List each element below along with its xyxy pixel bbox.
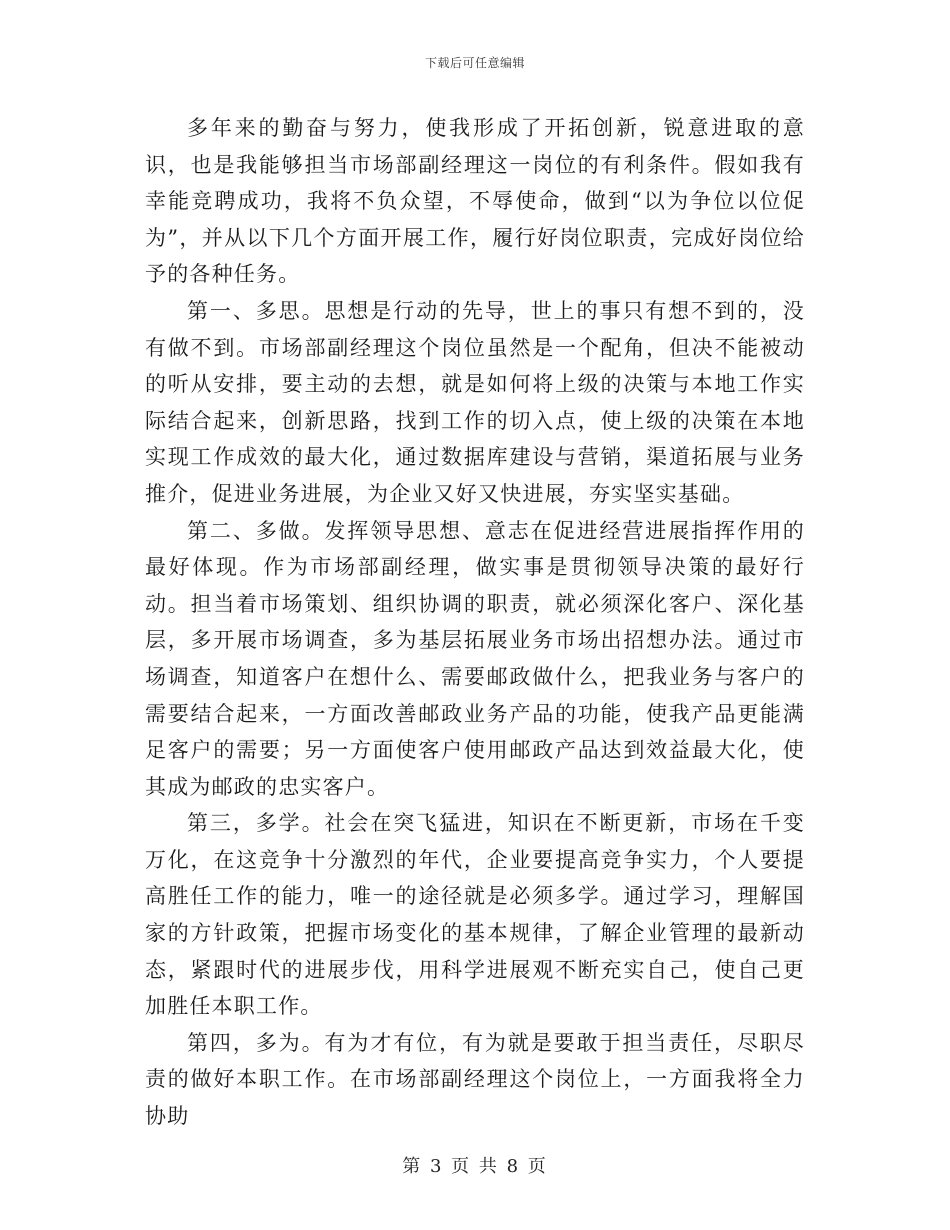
page-footer: 第 3 页 共 8 页 — [402, 1156, 548, 1177]
paragraph-5: 第四，多为。有为才有位，有为就是要敢于担当责任，尽职尽责的做好本职工作。在市场部副经理这个岗位上，一方面我将全力协助 — [145, 1030, 805, 1129]
paragraph-2: 第一、多思。思想是行动的先导，世上的事只有想不到的，没有做不到。市场部副经理这个岗位虽然是一个配角，但决不能被动的听从安排，要主动的去想，就是如何将上级的决策与本地工作实际结合起来，创新思路，找到工作的切入点，使上级的决策在本地实现工作成效的最大化，通过数据库建设与营销，渠道拓展与业务推介，促进业务进展，为企业又好又快进展，夯实坚实基础。 — [145, 298, 805, 506]
paragraph-1: 多年来的勤奋与努力，使我形成了开拓创新，锐意进取的意识，也是我能够担当市场部副经理这一岗位的有利条件。假如我有幸能竞聘成功，我将不负众望，不辱使命，做到“以为争位以位促为”，并从以下几个方面开展工作，履行好岗位职责，完成好岗位给予的各种任务。 — [145, 116, 805, 287]
paragraph-4: 第三，多学。社会在突飞猛进，知识在不断更新，市场在千变万化，在这竞争十分激烈的年代，企业要提高竞争实力，个人要提高胜任工作的能力，唯一的途径就是必须多学。通过学习，理解国家的方针政策，把握市场变化的基本规律，了解企业管理的最新动态，紧跟时代的进展步伐，用科学进展观不断充实自己，使自己更加胜任本职工作。 — [145, 811, 805, 1019]
paragraph-3: 第二、多做。发挥领导思想、意志在促进经营进展指挥作用的最好体现。作为市场部副经理，做实事是贯彻领导决策的最好行动。担当着市场策划、组织协调的职责，就必须深化客户、深化基层，多开展市场调查，多为基层拓展业务市场出招想办法。通过市场调查，知道客户在想什么、需要邮政做什么，把我业务与客户的需要结合起来，一方面改善邮政业务产品的功能，使我产品更能满足客户的需要；另一方面使客户使用邮政产品达到效益最大化，使其成为邮政的忠实客户。 — [145, 518, 805, 799]
page-header: 下载后可任意编辑 — [424, 56, 525, 70]
document-body — [145, 110, 805, 1135]
